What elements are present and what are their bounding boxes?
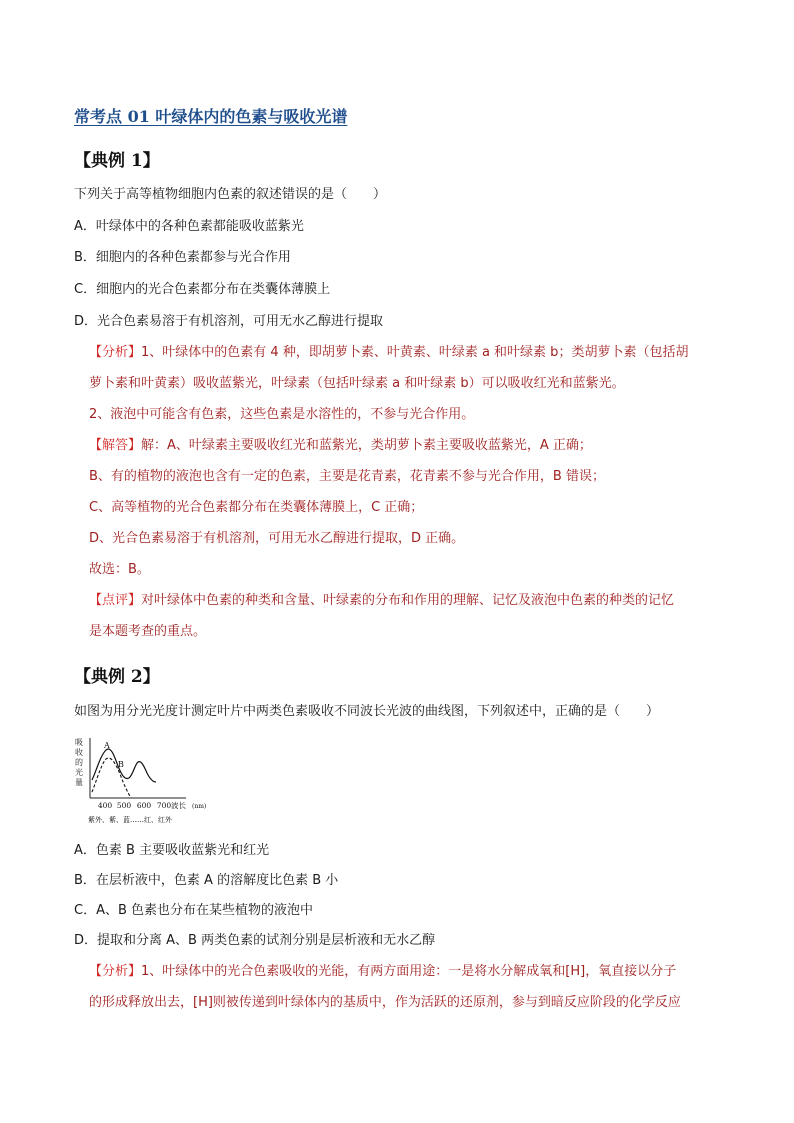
example-1-title: 【典例 1】 bbox=[74, 151, 160, 171]
x-tick-labels bbox=[98, 801, 172, 810]
comment-text: 对叶绿体中色素的种类和含量、叶绿素的分布和作用的理解、记忆及液泡中色素的种类的记忆 bbox=[141, 593, 675, 608]
section-title: 常考点 01 叶绿体内的色素与吸收光谱 bbox=[74, 107, 348, 126]
y-label-char: 吸 bbox=[75, 738, 83, 747]
analysis-tag: 【分析】 bbox=[89, 345, 142, 360]
y-label-char: 光 bbox=[75, 768, 83, 777]
curve-b-label: B bbox=[118, 760, 124, 769]
absorption-spectrum-figure bbox=[74, 736, 224, 828]
example-1-solution-line-2: B、有的植物的液泡也含有一定的色素，主要是花青素，花青素不参与光合作用，B 错误； bbox=[89, 469, 605, 484]
y-label-char: 的 bbox=[75, 758, 83, 767]
y-axis-label bbox=[75, 738, 83, 787]
x-tick-500: 500 bbox=[116, 801, 132, 810]
analysis-text: 1、叶绿体中的色素有 4 种，即胡萝卜素、叶黄素、叶绿素 a 和叶绿素 b；类胡萝卜素（包括胡 bbox=[141, 345, 689, 360]
example-2-analysis-line-1 bbox=[89, 963, 676, 981]
example-1-analysis-line-1 bbox=[89, 344, 688, 362]
example-2-option-c: C．A、B 色素也分布在某些植物的液泡中 bbox=[74, 903, 314, 918]
example-1-solution-line-4: D、光合色素易溶于有机溶剂，可用无水乙醇进行提取，D 正确。 bbox=[89, 531, 465, 546]
example-2-option-b: B．在层析液中，色素 A 的溶解度比色素 B 小 bbox=[74, 873, 339, 888]
x-axis-label: 波长 bbox=[171, 801, 186, 810]
example-1-comment-line-1 bbox=[89, 592, 674, 610]
example-1-option-d: D．光合色素易溶于有机溶剂，可用无水乙醇进行提取 bbox=[74, 314, 384, 329]
x-tick-400: 400 bbox=[97, 801, 113, 810]
x-tick-600: 600 bbox=[136, 801, 152, 810]
analysis-tag: 【分析】 bbox=[89, 964, 142, 979]
solution-tag: 【解答】 bbox=[89, 438, 142, 453]
x-tick-700: 700 bbox=[156, 801, 172, 810]
example-1-analysis-line-3: 2、液泡中可能含有色素，这些色素是水溶性的，不参与光合作用。 bbox=[89, 407, 475, 422]
example-2-analysis-line-2: 的形成释放出去，[H]则被传递到叶绿体内的基质中，作为活跃的还原剂，参与到暗反应阶段的化学反应 bbox=[89, 995, 681, 1010]
spectrum-caption: 紫外、紫、蓝……红、红外 bbox=[88, 816, 172, 824]
example-2-title: 【典例 2】 bbox=[74, 667, 160, 687]
example-2-option-a: A．色素 B 主要吸收蓝紫光和红光 bbox=[74, 843, 270, 858]
y-label-char: 量 bbox=[75, 778, 83, 787]
example-1-answer: 故选：B。 bbox=[89, 562, 150, 577]
curve-a-label: A bbox=[104, 741, 110, 750]
example-1-solution-line-1 bbox=[89, 437, 592, 455]
example-1-question: 下列关于高等植物细胞内色素的叙述错误的是（ ） bbox=[74, 187, 387, 202]
example-1-option-c: C．细胞内的光合色素都分布在类囊体薄膜上 bbox=[74, 282, 331, 297]
example-2-question: 如图为用分光光度计测定叶片中两类色素吸收不同波长光波的曲线图，下列叙述中，正确的是（ ） bbox=[74, 704, 660, 719]
example-1-option-b: B．细胞内的各种色素都参与光合作用 bbox=[74, 250, 291, 265]
solution-text: 解：A、叶绿素主要吸收红光和蓝紫光，类胡萝卜素主要吸收蓝紫光，A 正确； bbox=[141, 438, 592, 453]
example-1-comment-line-2: 是本题考查的重点。 bbox=[89, 624, 207, 639]
y-label-char: 收 bbox=[75, 748, 83, 757]
example-1-option-a: A．叶绿体中的各种色素都能吸收蓝紫光 bbox=[74, 219, 304, 234]
comment-tag: 【点评】 bbox=[89, 593, 142, 608]
analysis-text: 1、叶绿体中的光合色素吸收的光能，有两方面用途：一是将水分解成氧和[H]，氧直接以分子 bbox=[141, 964, 677, 979]
example-1-analysis-line-2: 萝卜素和叶黄素）吸收蓝紫光，叶绿素（包括叶绿素 a 和叶绿素 b）可以吸收红光和蓝紫光。 bbox=[89, 376, 625, 391]
curve-a bbox=[92, 749, 156, 782]
x-axis-unit: (nm) bbox=[192, 803, 207, 810]
example-2-option-d: D．提取和分离 A、B 两类色素的试剂分别是层析液和无水乙醇 bbox=[74, 933, 436, 948]
example-1-solution-line-3: C、高等植物的光合色素都分布在类囊体薄膜上，C 正确； bbox=[89, 500, 424, 515]
